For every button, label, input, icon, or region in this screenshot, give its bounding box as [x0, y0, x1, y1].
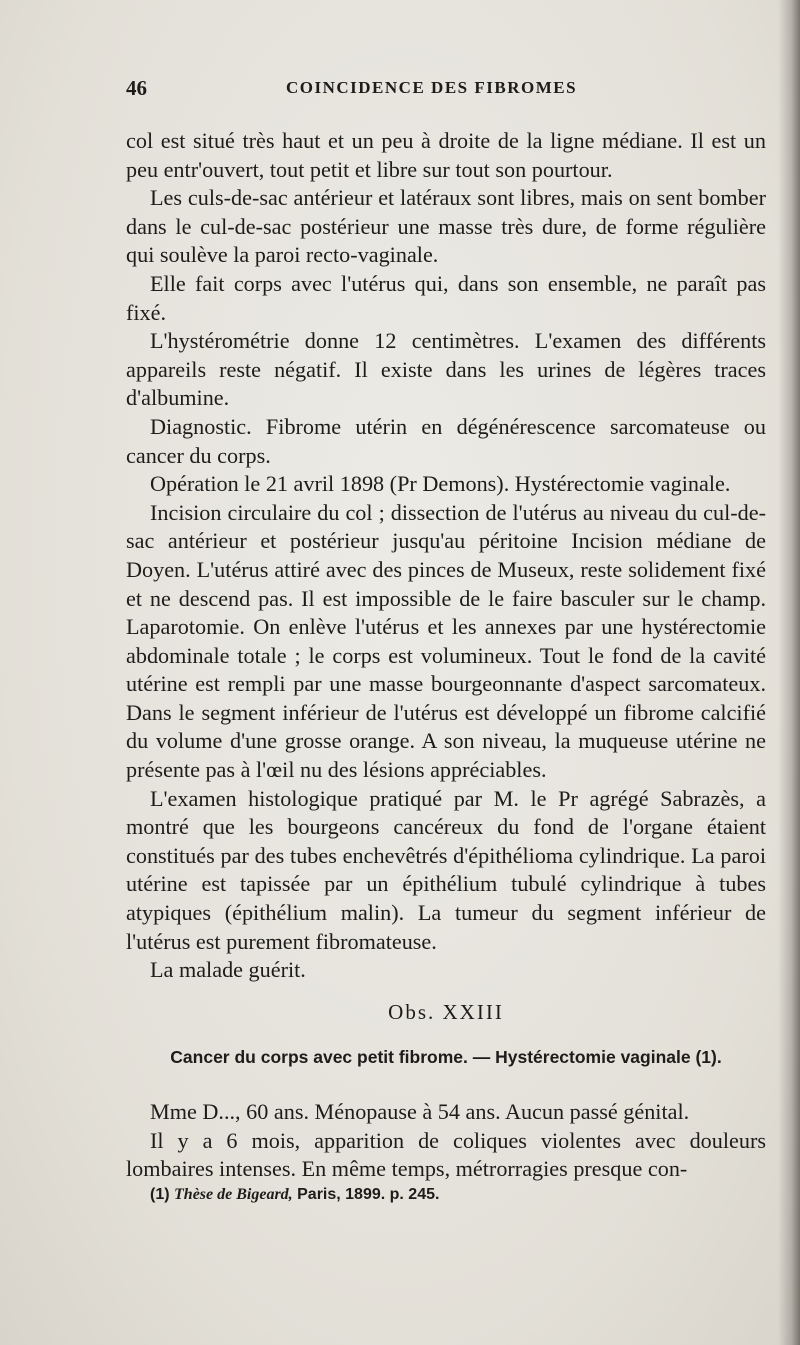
footnote	[150, 1186, 439, 1204]
paragraph: Incision circulaire du col ; dissection de l'utérus au niveau du cul-de-sac antérieur et postérieur jusqu'au péritoine Incision médiane de Doyen. L'utérus attiré avec des pinces de Museux, reste solidement fixé et ne descend pas. Il est impossible de le faire basculer sur le champ. Laparotomie. On enlève l'utérus et les annexes par une hystérectomie abdominale totale ; le corps est volumineux. Tout le fond de la cavité utérine est rempli par une masse bourgeonnante d'aspect sarcomateux. Dans le segment inférieur de l'utérus est développé un fibrome calcifié du volume d'une grosse orange. A son niveau, la muqueuse utérine ne présente pas à l'œil nu des lésions appréciables.	[126, 499, 766, 783]
page-edge-shadow	[778, 0, 800, 1345]
page-number: 46	[126, 76, 147, 100]
footnote-marker: (1)	[150, 1186, 170, 1203]
paragraph: Mme D..., 60 ans. Ménopause à 54 ans. Aucun passé génital.	[150, 1099, 690, 1124]
paragraph: Il y a 6 mois, apparition de coliques violentes avec douleurs lombaires intenses. En même temps, métrorragies presque con-	[126, 1127, 766, 1182]
footnote-details: Paris, 1899. p. 245.	[297, 1186, 440, 1203]
paragraph: L'examen histologique pratiqué par M. le Pr agrégé Sabrazès, a montré que les bourgeons cancéreux du fond de l'organe étaient constitués par des tubes enchevêtrés d'épithélioma cylindrique. La paroi utérine est tapissée par un épithélium tubulé cylindrique à tubes atypiques (épithélium malin). La tumeur du segment inférieur de l'utérus est purement fibromateuse.	[126, 785, 766, 954]
case-text	[126, 1098, 766, 1184]
paragraph: La malade guérit.	[150, 957, 306, 983]
case-title: Cancer du corps avec petit fibrome. — Hystérectomie vaginale (1).	[170, 1047, 722, 1067]
running-title: COINCIDENCE DES FIBROMES	[286, 78, 578, 97]
observation-heading: Obs. XXIII	[388, 1000, 504, 1024]
paragraph: Diagnostic. Fibrome utérin en dégénérescence sarcomateuse ou cancer du corps.	[126, 413, 766, 468]
paragraph: Les culs-de-sac antérieur et latéraux sont libres, mais on sent bomber dans le cul-de-sac postérieur une masse très dure, de forme régulière qui soulève la paroi recto-vaginale.	[126, 185, 766, 268]
footnote-source: Thèse de Bigeard,	[174, 1186, 293, 1203]
paragraph: L'hystérométrie donne 12 centimètres. L'examen des différents appareils reste négatif. Il existe dans les urines de légères traces d'albumine.	[126, 328, 766, 411]
page-header	[126, 76, 740, 100]
paragraph: Opération le 21 avril 1898 (Pr Demons). Hystérectomie vaginale.	[150, 471, 731, 497]
main-text	[126, 127, 766, 985]
paragraph: col est situé très haut et un peu à droite de la ligne médiane. Il est un peu entr'ouvert, tout petit et libre sur tout son pourtour.	[126, 128, 766, 182]
paragraph: Elle fait corps avec l'utérus qui, dans son ensemble, ne paraît pas fixé.	[126, 270, 766, 325]
